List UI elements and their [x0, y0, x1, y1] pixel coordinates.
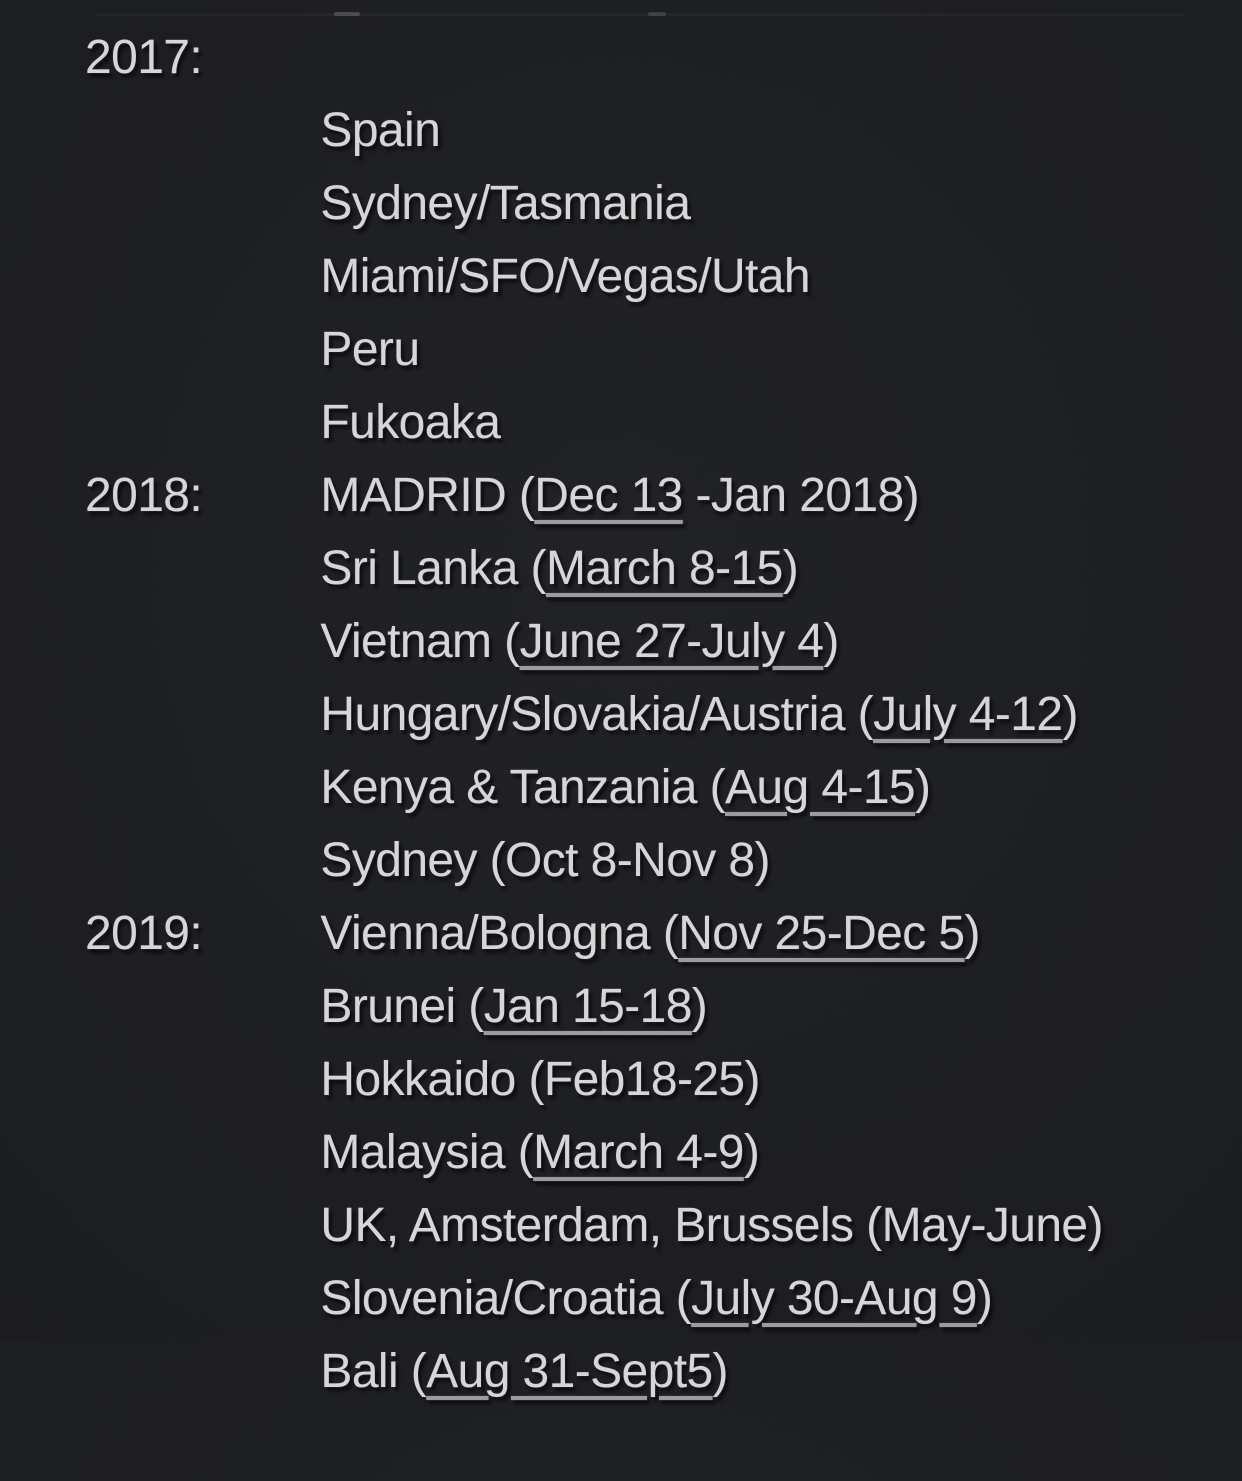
date-link[interactable]: March 8-15: [545, 542, 783, 595]
date-link[interactable]: June 27-July 4: [519, 615, 824, 668]
note-line: [0, 605, 1242, 741]
destination-post-text: ): [712, 1345, 728, 1398]
destination-text: [244, 1262, 728, 1481]
note-line: [0, 21, 1242, 157]
date-link[interactable]: July 30-Aug 9: [691, 1272, 977, 1325]
travel-list: [0, 21, 1242, 1398]
destination-pre-text: Hokkaido (Feb18-25): [320, 1053, 760, 1106]
destination-pre-text: UK, Amsterdam, Brussels (May-June): [320, 1199, 1103, 1252]
destination-pre-text: Spain: [320, 104, 441, 157]
destination-post-text: -Jan 2018): [682, 469, 919, 522]
note-line: [0, 386, 1242, 522]
destination-pre-text: Fukoaka: [320, 396, 501, 449]
destination-post-text: ): [782, 542, 799, 595]
note-line: [0, 897, 1242, 1033]
destination-pre-text: Sydney (Oct 8-Nov 8): [320, 834, 770, 887]
year-label: 2019:: [85, 907, 203, 960]
destination-pre-text: Sydney/Tasmania: [320, 177, 691, 230]
destination-post-text: ): [823, 615, 839, 668]
destination-pre-text: Bali (: [320, 1345, 427, 1398]
date-link[interactable]: Dec 13: [534, 469, 683, 522]
destination-post-text: ): [691, 980, 708, 1033]
date-link[interactable]: March 4-9: [533, 1126, 744, 1179]
date-link[interactable]: July 4-12: [873, 688, 1063, 741]
cropped-underline-artifact-left: [334, 12, 360, 16]
note-line: [0, 970, 1242, 1106]
note-line: [0, 459, 1242, 595]
destination-post-text: ): [1062, 688, 1078, 741]
destination-post-text: ): [743, 1126, 760, 1179]
year-label: 2018:: [85, 469, 203, 522]
date-link[interactable]: Aug 4-15: [725, 761, 916, 814]
destination-pre-text: Peru: [320, 323, 420, 376]
destination-pre-text: MADRID (: [320, 469, 535, 522]
destination-pre-text: Miami/SFO/Vegas/Utah: [320, 250, 810, 303]
note-line: [0, 167, 1242, 303]
year-label: 2017:: [85, 31, 203, 84]
destination-pre-text: Malaysia (: [320, 1126, 534, 1179]
note-line: [0, 532, 1242, 668]
cropped-line-artifact: [95, 13, 1185, 16]
destination-pre-text: Vienna/Bologna (: [320, 907, 679, 960]
note-line: [0, 94, 1242, 230]
date-link[interactable]: Aug 31-Sept5: [426, 1345, 713, 1398]
date-link[interactable]: Jan 15-18: [483, 980, 692, 1033]
destination-pre-text: Hungary/Slovakia/Austria (: [320, 688, 874, 741]
destination-post-text: ): [964, 907, 980, 960]
destination-pre-text: Brunei (: [320, 980, 484, 1033]
note-line: [0, 1116, 1242, 1252]
destination-pre-text: Sri Lanka (: [320, 542, 546, 595]
destination-post-text: ): [915, 761, 931, 814]
destination-pre-text: Kenya & Tanzania (: [320, 761, 726, 814]
destination-pre-text: Vietnam (: [320, 615, 520, 668]
cropped-underline-artifact-right: [648, 12, 666, 16]
date-link[interactable]: Nov 25-Dec 5: [678, 907, 965, 960]
destination-pre-text: Slovenia/Croatia (: [320, 1272, 692, 1325]
note-line: [0, 1043, 1242, 1179]
destination-post-text: ): [976, 1272, 993, 1325]
